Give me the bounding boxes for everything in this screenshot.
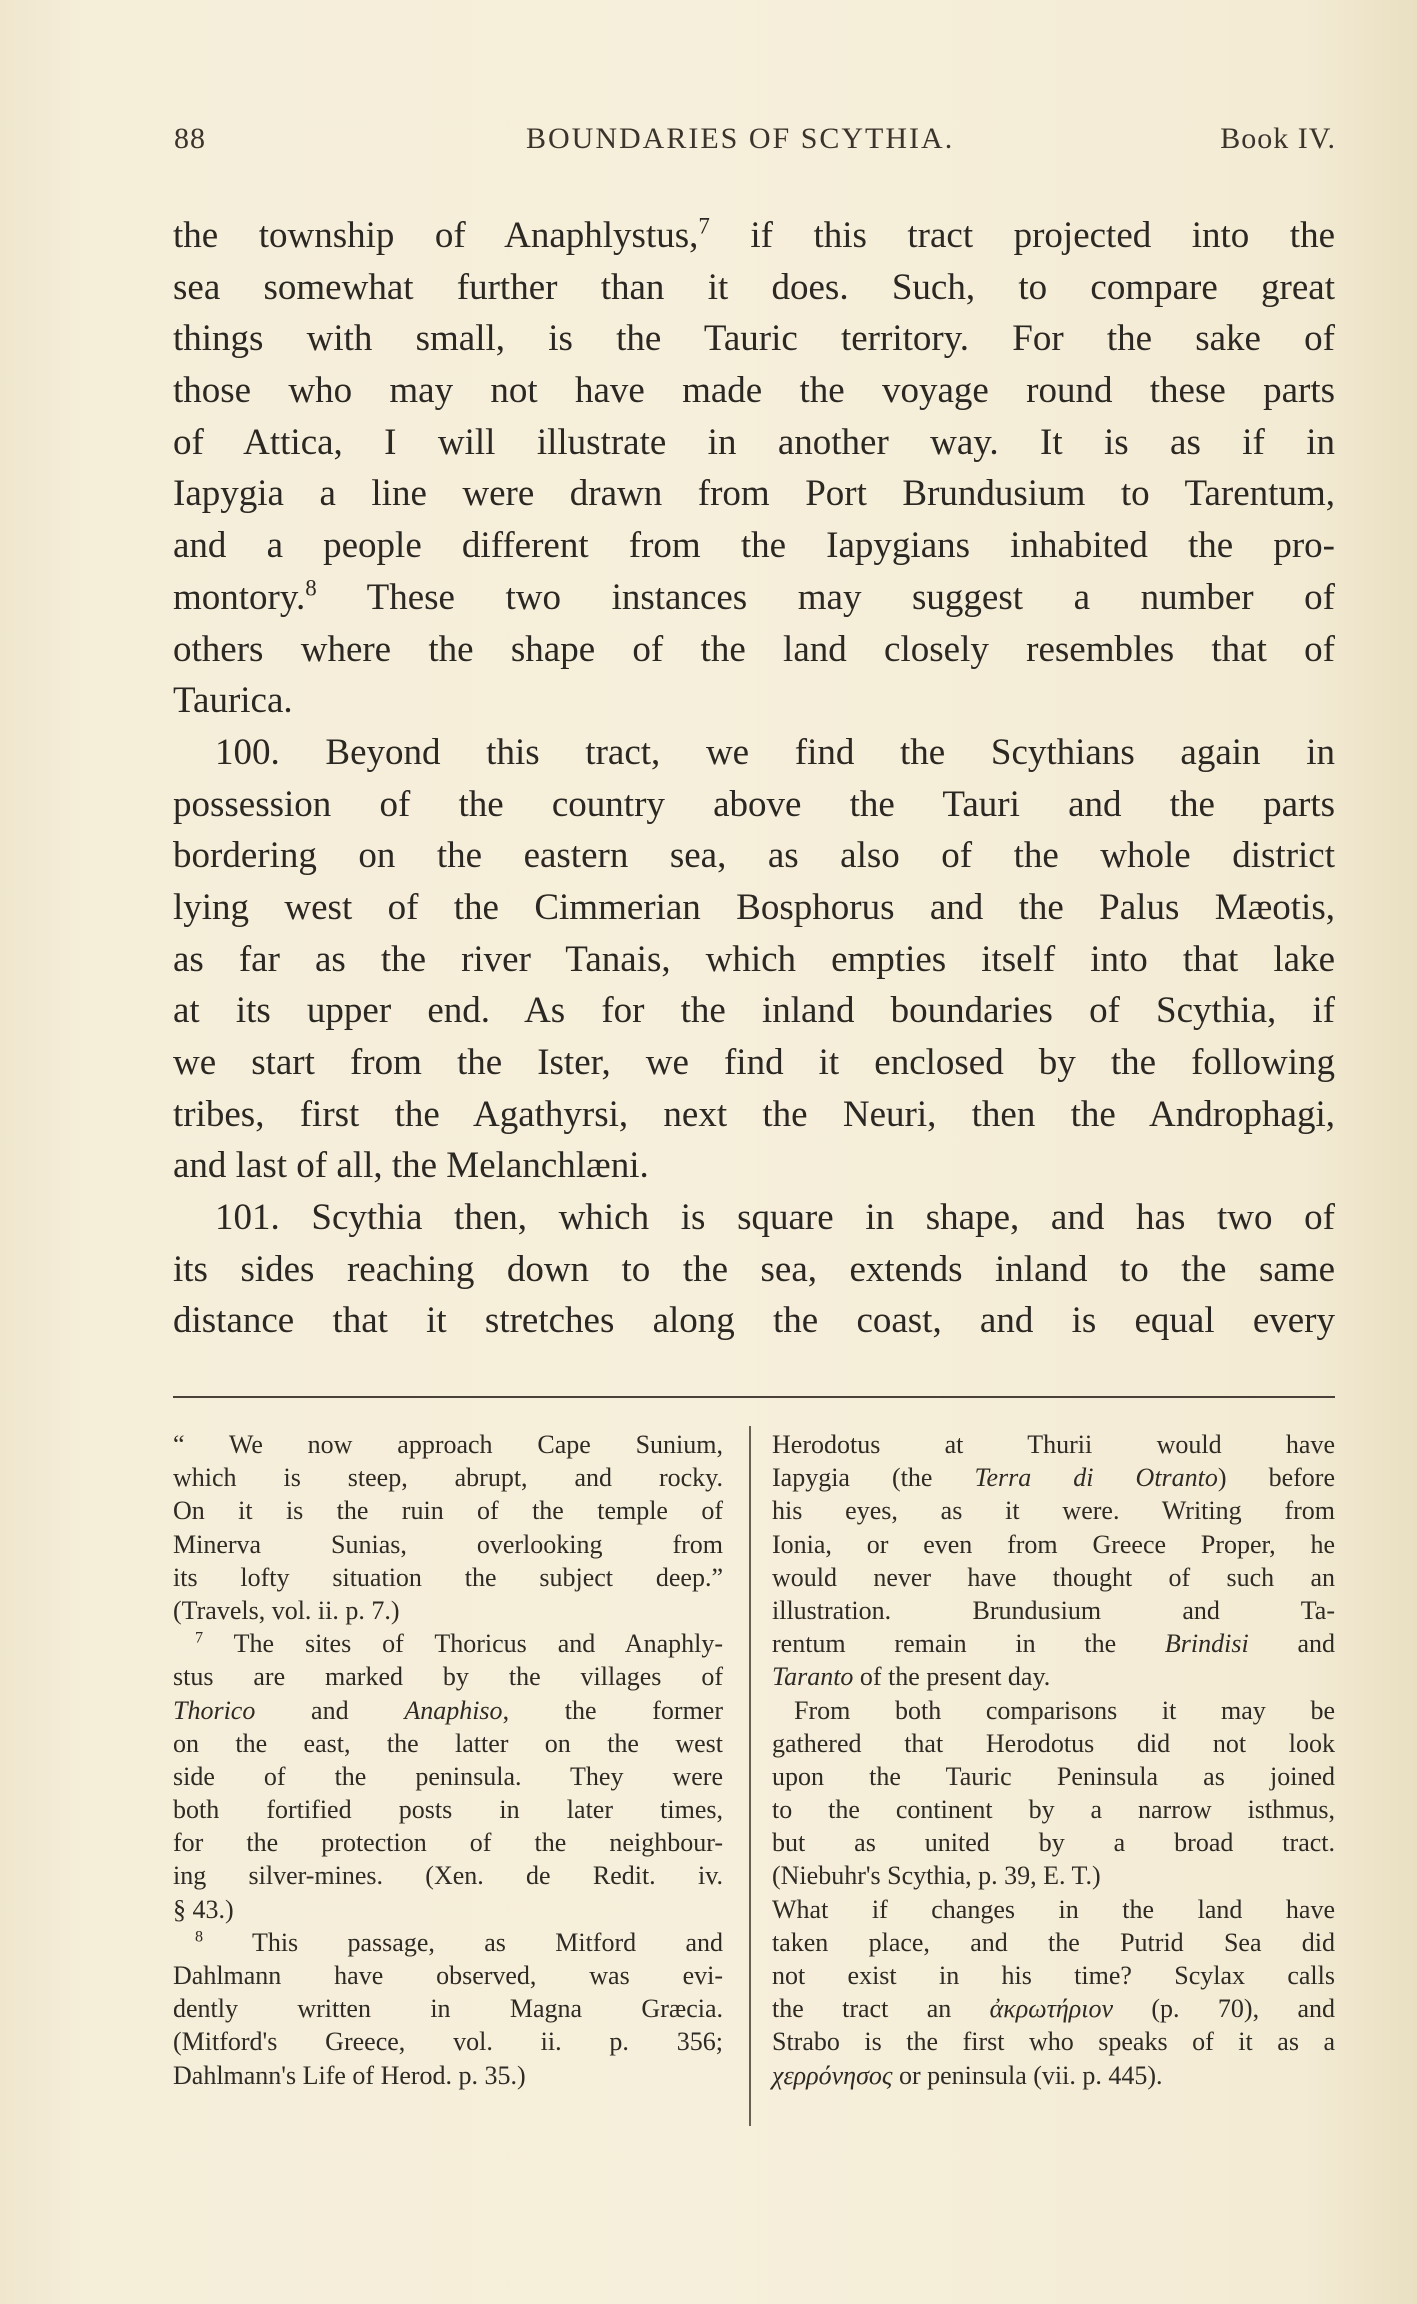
note-line: Thorico and Anaphiso, the former	[173, 1695, 723, 1725]
note-line: its lofty situation the subject deep.”	[173, 1562, 723, 1592]
footnote-8: $^8$ This passage, as Mitford and	[195, 1927, 723, 1957]
note-line: On it is the ruin of the temple of	[173, 1496, 723, 1526]
text-line: things with small, is the Tauric territory. For the sake of	[173, 318, 1335, 360]
text-line: lying west of the Cimmerian Bosphorus and the Palus Mæotis,	[173, 886, 1335, 928]
note-line: taken place, and the Putrid Sea did	[772, 1927, 1335, 1957]
text-line: those who may not have made the voyage round these parts	[173, 370, 1335, 412]
footnote-marker: 7	[195, 1629, 204, 1647]
note-line: Dahlmann's Life of Herod. p. 35.)	[173, 2060, 526, 2090]
book-label: Book IV.	[1220, 122, 1336, 155]
text-line: distance that it stretches along the coast, and is equal every	[173, 1300, 1335, 1342]
text-line: Iapygia a line were drawn from Port Brundusium to Tarentum,	[173, 473, 1335, 515]
note-line: would never have thought of such an	[772, 1562, 1335, 1592]
note-line: stus are marked by the villages of	[173, 1662, 723, 1692]
text-line: at its upper end. As for the inland boundaries of Scythia, if	[173, 990, 1335, 1032]
note-line: (Mitford's Greece, vol. ii. p. 356;	[173, 2027, 723, 2057]
note-line: gathered that Herodotus did not look	[772, 1728, 1335, 1758]
note-line: “ We now approach Cape Sunium,	[173, 1430, 723, 1459]
footnote-rule	[173, 1396, 1335, 1398]
footnote-7: $^7$ The sites of Thoricus and Anaphly-	[195, 1629, 723, 1659]
section-100-start: 100. Beyond this tract, we find the Scythians again in	[215, 731, 1335, 773]
text-line: as far as the river Tanais, which empties itself into that lake	[173, 938, 1335, 980]
note-line: Ionia, or even from Greece Proper, he	[772, 1529, 1335, 1559]
text-line: Taurica.	[173, 680, 293, 722]
note-line: Iapygia (the Terra di Otranto) before	[772, 1463, 1335, 1493]
text-line: its sides reaching down to the sea, extends inland to the same	[173, 1248, 1335, 1290]
text-line: bordering on the eastern sea, as also of the whole district	[173, 835, 1335, 877]
note-line: dently written in Magna Græcia.	[173, 1994, 723, 2024]
note-line: which is steep, abrupt, and rocky.	[173, 1463, 723, 1493]
note-line: not exist in his time? Scylax calls	[772, 1961, 1335, 1990]
text-line: and a people different from the Iapygians inhabited the pro-	[173, 525, 1335, 567]
note-line: upon the Tauric Peninsula as joined	[772, 1761, 1335, 1791]
note-line: Dahlmann have observed, was evi-	[173, 1961, 723, 1990]
footnote-ref-8: 8	[305, 575, 317, 601]
text-line: tribes, first the Agathyrsi, next the Neuri, then the Androphagi,	[173, 1093, 1335, 1135]
note-line: Taranto of the present day.	[772, 1662, 1051, 1692]
note-line: Strabo is the first who speaks of it as a	[772, 2027, 1335, 2057]
note-line: ing silver-mines. (Xen. de Redit. iv.	[173, 1861, 723, 1891]
note-line: illustration. Brundusium and Ta-	[772, 1595, 1335, 1625]
main-text	[173, 210, 1335, 1347]
text-line: of Attica, I will illustrate in another way. It is as if in	[173, 421, 1335, 463]
note-line: for the protection of the neighbour-	[173, 1828, 723, 1858]
text-line: sea somewhat further than it does. Such, to compare great	[173, 266, 1335, 308]
text-line: possession of the country above the Tauri and the parts	[173, 783, 1335, 825]
footnotes-right-column	[772, 1428, 1335, 2092]
note-line: (Travels, vol. ii. p. 7.)	[173, 1595, 400, 1625]
note-line: What if changes in the land have	[772, 1894, 1335, 1924]
note-line: § 43.)	[173, 1894, 234, 1924]
note-line: to the continent by a narrow isthmus,	[772, 1795, 1335, 1825]
page-number: 88	[174, 122, 206, 155]
note-line: his eyes, as it were. Writing from	[772, 1496, 1335, 1526]
note-line: Herodotus at Thurii would have	[772, 1430, 1335, 1459]
note-line: Minerva Sunias, overlooking from	[173, 1529, 723, 1559]
note-line: (Niebuhr's Scythia, p. 39, E. T.)	[772, 1861, 1101, 1891]
note-line: side of the peninsula. They were	[173, 1761, 723, 1791]
note-line: χερρόνησος or peninsula (vii. p. 445).	[772, 2060, 1163, 2090]
text-line: and last of all, the Melanchlæni.	[173, 1145, 649, 1187]
text-line: others where the shape of the land closely resembles that of	[173, 628, 1335, 670]
text-line: montory.$^8$ These two instances may suggest a number of	[173, 575, 1335, 618]
footnotes-left-column	[173, 1428, 723, 2092]
text-line: we start from the Ister, we find it enclosed by the following	[173, 1042, 1335, 1083]
footnote-column-divider	[749, 1426, 751, 2126]
note-line: rentum remain in the Brindisi and	[772, 1629, 1335, 1659]
note-line: both fortified posts in later times,	[173, 1795, 723, 1825]
footnote-marker: 8	[195, 1928, 204, 1946]
note-line: but as united by a broad tract.	[772, 1828, 1335, 1858]
running-header	[174, 122, 1336, 166]
text-line: the township of Anaphlystus,$^7$ if this tract projected into the	[173, 213, 1335, 256]
footnote-ref-7: 7	[698, 213, 710, 239]
note-line: the tract an ἀκρωτήριον (p. 70), and	[772, 1994, 1335, 2024]
running-title: BOUNDARIES OF SCYTHIA.	[526, 122, 955, 155]
note-line: From both comparisons it may be	[794, 1695, 1335, 1725]
section-101-start: 101. Scythia then, which is square in shape, and has two of	[215, 1197, 1335, 1239]
note-line: on the east, the latter on the west	[173, 1728, 723, 1758]
